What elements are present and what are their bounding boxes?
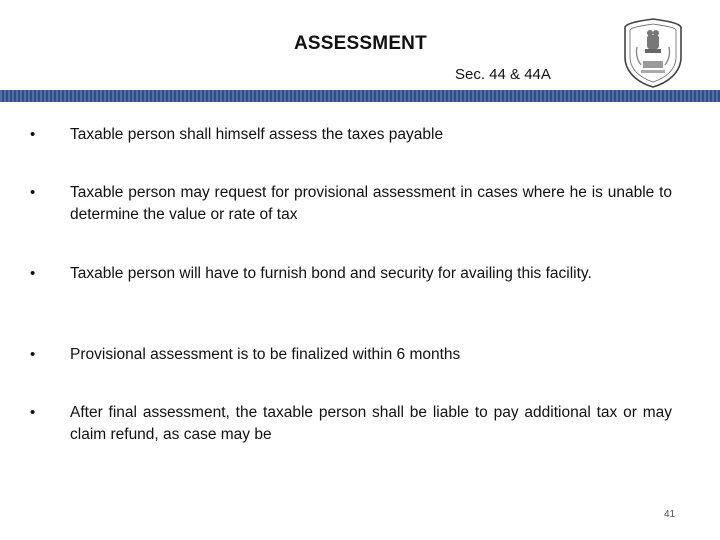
bullet-marker: •: [30, 184, 36, 201]
header-band: [0, 90, 720, 102]
bullet-text: Taxable person shall himself assess the taxes payable: [70, 126, 444, 143]
list-item: [30, 344, 672, 366]
list-item: [30, 263, 672, 285]
bullet-marker: •: [30, 265, 36, 282]
list-item: [30, 402, 672, 446]
page-number: 41: [664, 509, 676, 520]
bullet-text: Taxable person will have to furnish bond and security for availing this facility.: [70, 265, 592, 282]
bullet-text: Taxable person may request for provisional assessment in cases where he is unable to determine the value or rate of tax: [70, 184, 672, 223]
list-item: [30, 124, 672, 146]
slide-title: ASSESSMENT: [294, 33, 427, 54]
bullet-text: After final assessment, the taxable person shall be liable to pay additional tax or may claim refund, as case may be: [70, 404, 672, 443]
bullet-marker: •: [30, 346, 36, 363]
seal-emblem-icon: [623, 17, 683, 89]
bullet-marker: •: [30, 404, 36, 421]
slide-subtitle: Sec. 44 & 44A: [455, 66, 551, 83]
list-item: [30, 182, 672, 226]
bullet-marker: •: [30, 126, 36, 143]
bullet-text: Provisional assessment is to be finalized within 6 months: [70, 346, 461, 363]
